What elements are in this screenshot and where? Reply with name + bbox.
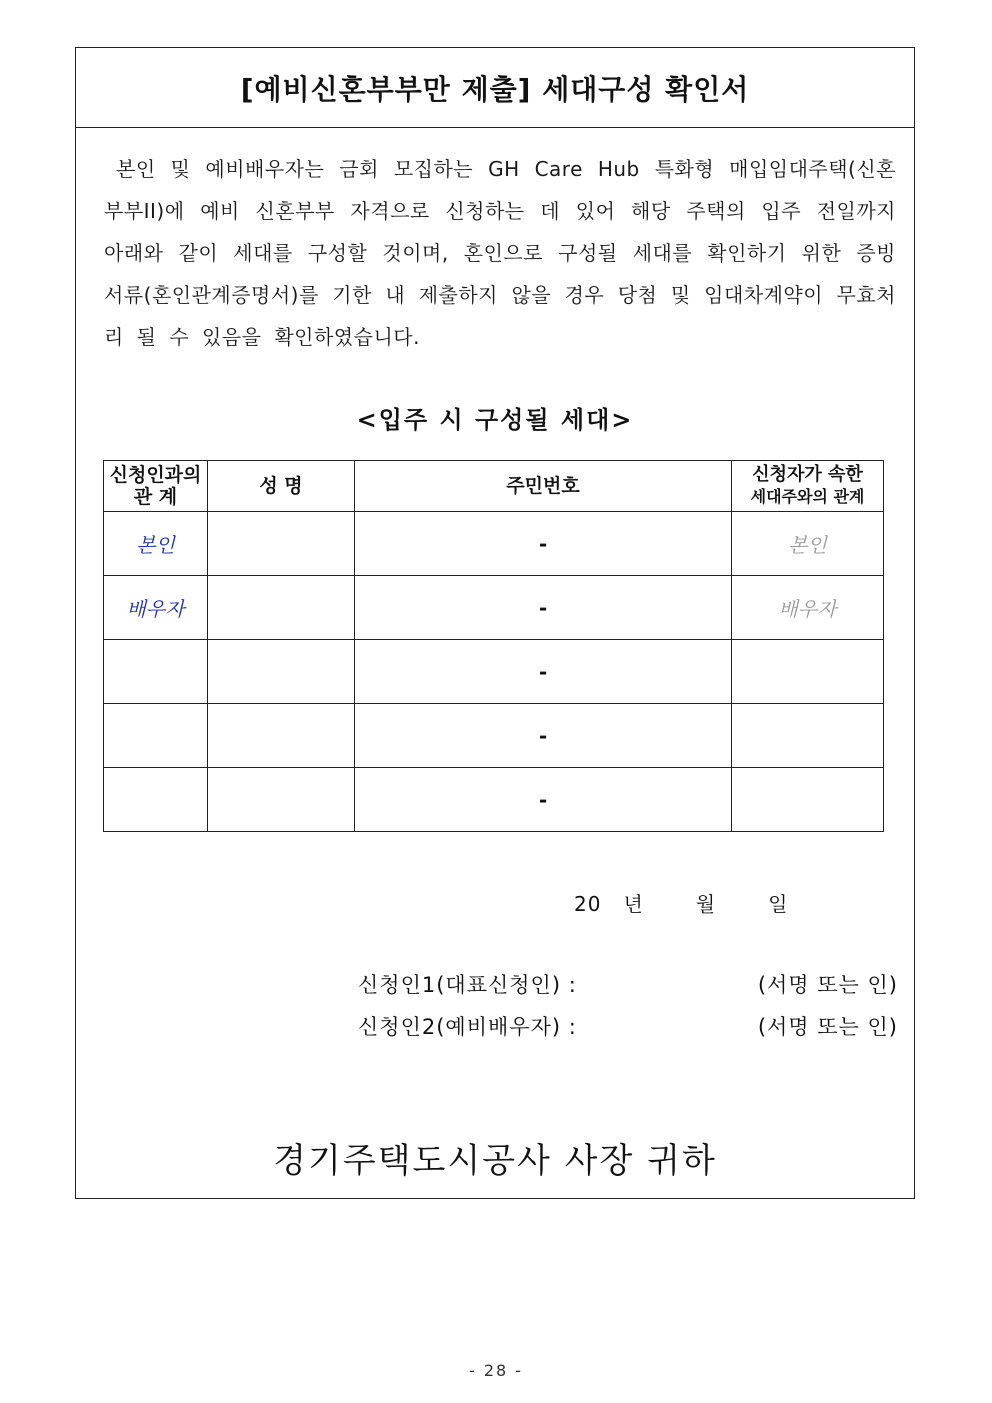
- head-relation-cell[interactable]: 배우자: [732, 576, 884, 640]
- date-year-label: 년: [623, 892, 644, 916]
- applicant2-label: 신청인2(예비배우자) :: [358, 1015, 577, 1039]
- document-frame: [75, 47, 915, 1199]
- table-row: [104, 640, 884, 704]
- head-relation-cell[interactable]: [732, 704, 884, 768]
- applicant1-sign-field[interactable]: (서명 또는 인): [757, 973, 898, 997]
- table-row: [104, 512, 884, 576]
- header-head-relation: [732, 461, 884, 512]
- header-id-number: 주민번호: [355, 461, 732, 512]
- table-row: [104, 768, 884, 832]
- table-row: [104, 576, 884, 640]
- applicant2-sign-field[interactable]: (서명 또는 인): [757, 1015, 898, 1039]
- head-relation-cell[interactable]: 본인: [732, 512, 884, 576]
- id-number-cell[interactable]: -: [355, 512, 732, 576]
- id-number-cell[interactable]: -: [355, 768, 732, 832]
- date-day-label: 일: [768, 892, 789, 916]
- date-line: [574, 888, 788, 917]
- name-cell[interactable]: [208, 576, 355, 640]
- date-year-prefix[interactable]: 20: [574, 892, 602, 916]
- statement-paragraph: [104, 148, 896, 358]
- name-cell[interactable]: [208, 704, 355, 768]
- id-number-cell[interactable]: -: [355, 576, 732, 640]
- relation-cell[interactable]: [104, 640, 208, 704]
- relation-cell[interactable]: [104, 704, 208, 768]
- table-header-row: [104, 461, 884, 512]
- page-title: [예비신혼부부만 제출] 세대구성 확인서: [240, 72, 750, 106]
- statement-text: 본인 및 예비배우자는 금회 모집하는 GH Care Hub 특화형 매입임대주택(신혼부부II)에 예비 신혼부부 자격으로 신청하는 데 있어 해당 주택의 입주 전일까지 아래와 같이 세대를 구성할 것이며, 혼인으로 구성될 세대를 확인하기 위한 증빙 서류(혼인관계증명서)를 기한 내 제출하지 않을 경우 당첨 및 임대차계약이 무효처리 될 수 있음을 확인하였습니다.: [104, 157, 896, 349]
- name-cell[interactable]: [208, 768, 355, 832]
- relation-cell[interactable]: 본인: [104, 512, 208, 576]
- relation-cell[interactable]: 배우자: [104, 576, 208, 640]
- header-relation: [104, 461, 208, 512]
- head-relation-cell[interactable]: [732, 768, 884, 832]
- applicant1-label: 신청인1(대표신청인) :: [358, 973, 577, 997]
- relation-cell[interactable]: [104, 768, 208, 832]
- table-row: [104, 704, 884, 768]
- header-head-relation-line1: 신청자가 속한: [752, 464, 863, 485]
- date-month-label: 월: [695, 892, 717, 916]
- page-number: - 28 -: [468, 1361, 524, 1380]
- header-head-relation-line2: 세대주와의 관계: [750, 487, 865, 506]
- header-relation-line2: 관 계: [133, 486, 178, 508]
- title-box: [76, 48, 914, 128]
- head-relation-cell[interactable]: [732, 640, 884, 704]
- id-number-cell[interactable]: -: [355, 704, 732, 768]
- id-number-cell[interactable]: -: [355, 640, 732, 704]
- header-relation-line1: 신청인과의: [109, 464, 202, 486]
- name-cell[interactable]: [208, 640, 355, 704]
- name-cell[interactable]: [208, 512, 355, 576]
- header-name: 성 명: [208, 461, 355, 512]
- household-table: [103, 460, 884, 832]
- signature-row-applicant2: [358, 1011, 898, 1041]
- signature-row-applicant1: [358, 969, 898, 999]
- addressee: 경기주택도시공사 사장 귀하: [273, 1141, 717, 1181]
- household-table-title: <입주 시 구성될 세대>: [356, 405, 634, 434]
